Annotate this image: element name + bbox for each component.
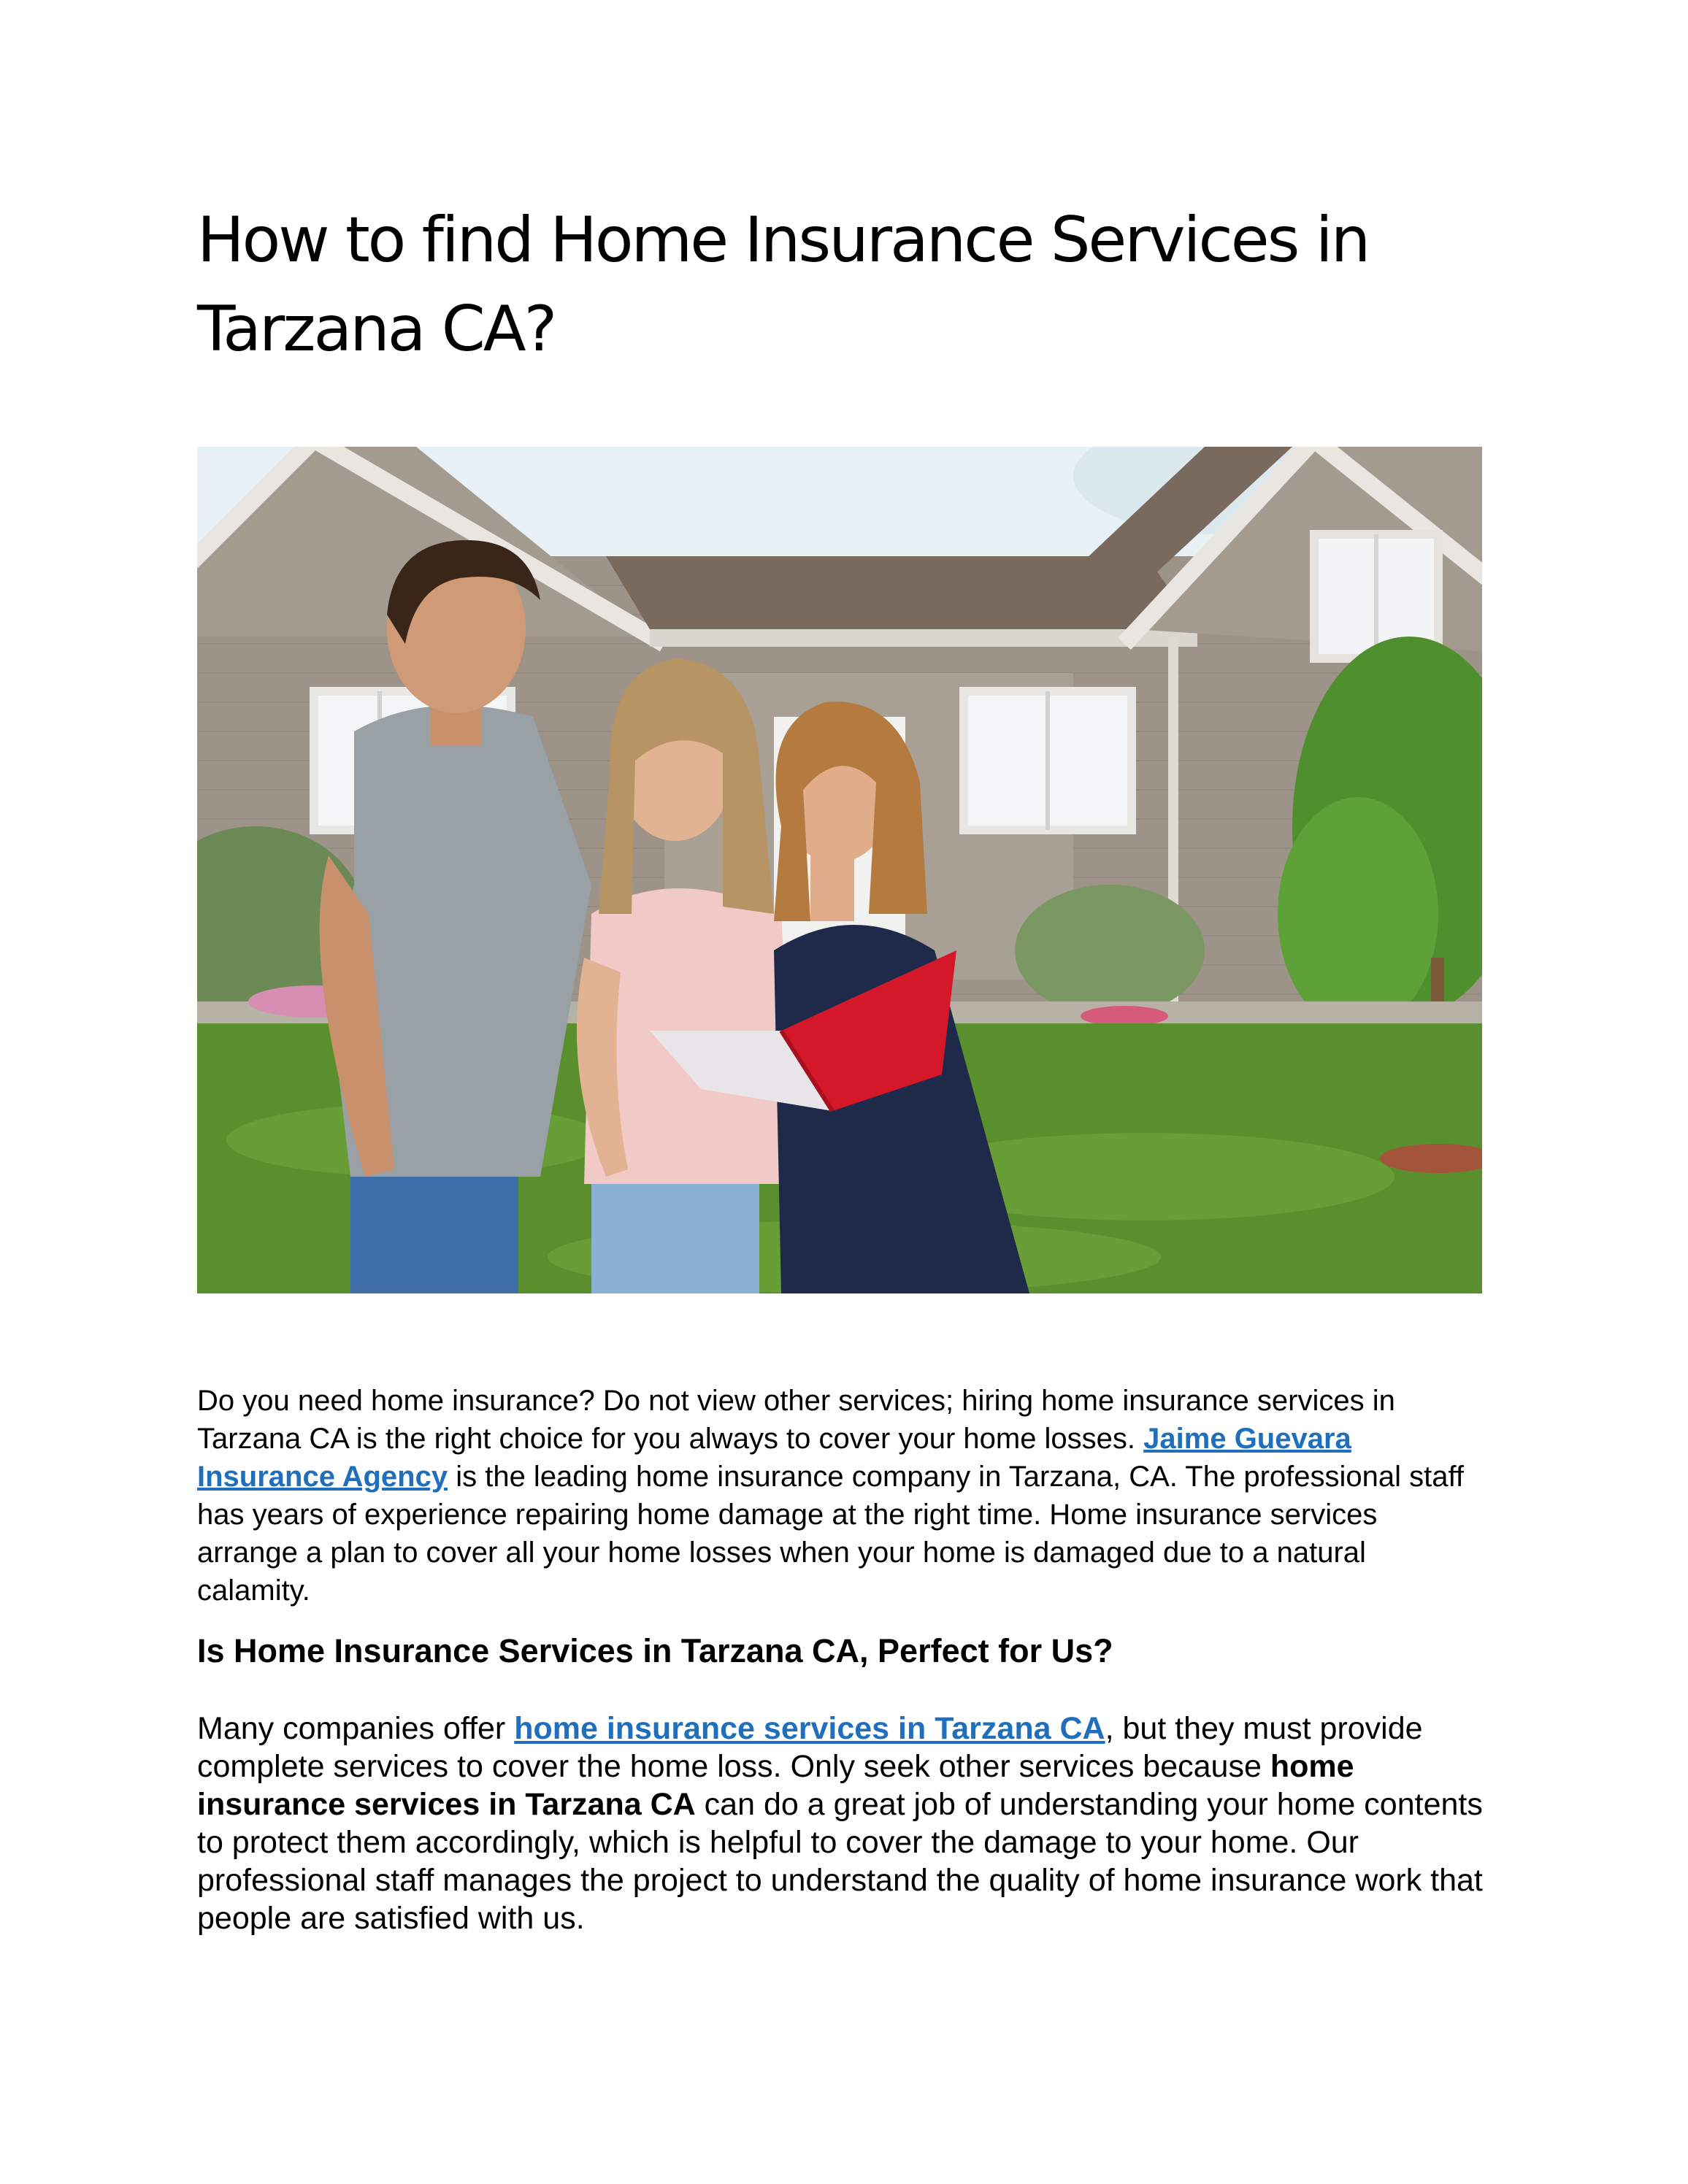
- section-text-mid: , but they must provide complete services to cover the home loss. Only seek other services because: [197, 1711, 1423, 1784]
- home-insurance-link[interactable]: home insurance services in Tarzana CA: [514, 1711, 1105, 1746]
- section-text-before-link: Many companies offer: [197, 1711, 515, 1746]
- intro-text-after-link: is the leading home insurance company in Tarzana, CA. The professional staff has years of experience repairing home damage at the right time. Home insurance services arrange a plan to cover all your home losses when your home is damaged due to a natural calamity.: [197, 1461, 1465, 1607]
- section-paragraph: [197, 1710, 1497, 1937]
- agency-link[interactable]: Jaime Guevara Insurance Agency: [197, 1423, 1351, 1493]
- intro-paragraph: [197, 1382, 1482, 1610]
- hero-photo: [197, 447, 1482, 1293]
- page-title: How to find Home Insurance Services in Tarzana CA?: [197, 204, 1369, 366]
- intro-text-before-link: Do you need home insurance? Do not view other services; hiring home insurance services in Tarzana CA is the right choice for you always to cover your home losses.: [197, 1385, 1395, 1455]
- section-bold-text: home insurance services in Tarzana CA: [197, 1749, 1354, 1822]
- section-text-after-bold: can do a great job of understanding your home contents to protect them accordingly, which is helpful to cover the damage to your home. Our professional staff manages the project to understand the quality of home insurance work that people are satisfied with us.: [197, 1787, 1483, 1936]
- section-heading: Is Home Insurance Services in Tarzana CA, Perfect for Us?: [197, 1632, 1113, 1669]
